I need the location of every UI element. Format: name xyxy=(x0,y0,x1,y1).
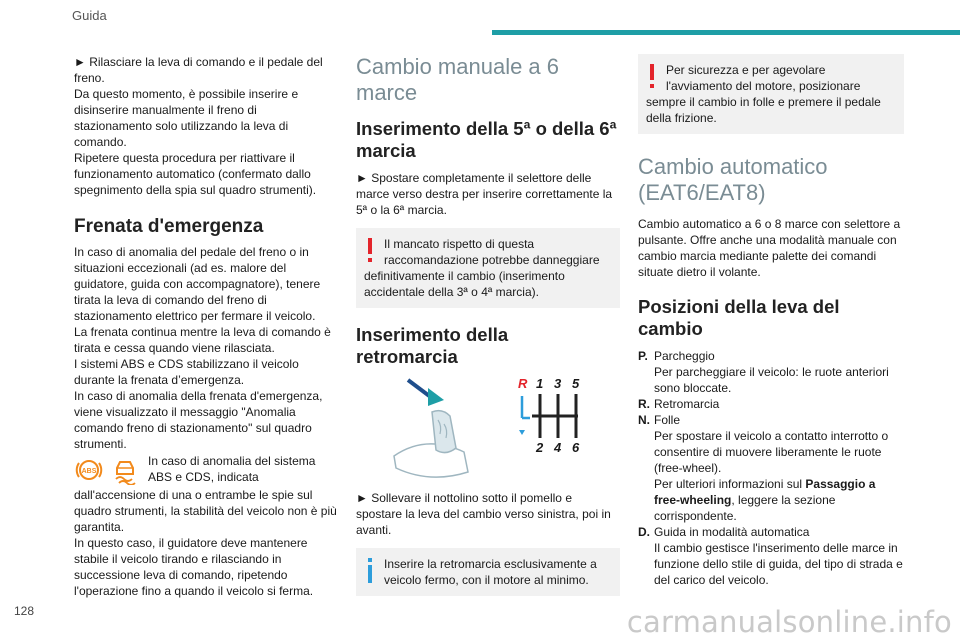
column-2 xyxy=(356,54,620,596)
paragraph: I sistemi ABS e CDS stabilizzano il veicolo durante la frenata d’emergenza. xyxy=(74,357,299,387)
header-title: Guida xyxy=(72,8,107,23)
more-text: , leggere la sezione corrispondente. xyxy=(654,493,836,523)
position-key: R. xyxy=(638,397,650,411)
stability-control-icon xyxy=(110,455,140,485)
warning-icon xyxy=(648,64,656,90)
position-key: D. xyxy=(638,525,650,539)
warning-lamps-row xyxy=(74,453,338,487)
shift-gate-lines xyxy=(518,392,588,442)
position-item-d xyxy=(638,524,904,588)
paragraph: ► Sollevare il nottolino sotto il pomello e spostare la leva del cambio verso sinistra, poi in avanti. xyxy=(356,491,611,537)
position-key: N. xyxy=(638,413,650,427)
note-text: sempre il cambio in folle e premere il pedale della frizione. xyxy=(646,95,881,125)
gear-label: 4 xyxy=(554,440,562,455)
column-3 xyxy=(638,54,904,588)
heading-cambio-automatico: Cambio automatico (EAT6/EAT8) xyxy=(638,154,828,205)
note-line: l'avviamento del motore, posizionare xyxy=(666,79,861,93)
position-name: Retromarcia xyxy=(654,397,720,411)
info-note xyxy=(356,548,620,596)
gear-label: 1 xyxy=(536,376,544,391)
warning-note xyxy=(356,228,620,308)
note-text: definitivamente il cambio (inserimento accidentale della 3ª o 4ª marcia). xyxy=(364,269,565,299)
position-name: Guida in modalità automatica xyxy=(654,525,810,539)
heading-retromarcia: Inserimento della retromarcia xyxy=(356,324,509,367)
paragraph: dall'accensione di una o entrambe le spie sul quadro strumenti, la stabilità del veicolo non è più garantita. xyxy=(74,488,337,534)
note-line: veicolo fermo, con il motore al minimo. xyxy=(384,573,589,587)
column-1 xyxy=(74,54,338,599)
paragraph: Da questo momento, è possibile inserire e disinserire manualmente il freno di stazionamento solo utilizzando la leva di comando. xyxy=(74,87,299,149)
position-key: P. xyxy=(638,349,648,363)
heading-cambio-manuale: Cambio manuale a 6 marce xyxy=(356,54,560,105)
gear-label: 2 xyxy=(536,440,544,455)
warning-icon xyxy=(366,238,374,264)
warning-note xyxy=(638,54,904,134)
position-item-p xyxy=(638,348,904,396)
info-icon xyxy=(366,558,374,584)
position-desc: Per parcheggiare il veicolo: le ruote anteriori sono bloccate. xyxy=(654,365,889,395)
paragraph: La frenata continua mentre la leva di comando è tirata e cessa quando viene rilasciata. xyxy=(74,325,331,355)
position-name: Parcheggio xyxy=(654,349,715,363)
gear-label: 6 xyxy=(572,440,580,455)
lamp-text-line1: In caso di anomalia del sistema xyxy=(148,454,316,468)
gear-label: 3 xyxy=(554,376,562,391)
paragraph: In caso di anomalia del pedale del freno o in situazioni eccezionali (ad es. malore del guidatore, guida con accompagnatore), tenere tirata la leva di comando del freno di stazionamento elettrico per fermare il veicolo. xyxy=(74,245,321,323)
heading-posizioni-leva: Posizioni della leva del cambio xyxy=(638,296,840,339)
paragraph: In questo caso, il guidatore deve mantenere stabile il veicolo tirando e rilasciando in successione leva di comando, ripetendo l'operazione fino a quando il veicolo si ferma. xyxy=(74,536,314,598)
position-desc: Per spostare il veicolo a contatto interrotto o consentire di muovere liberamente le ruote (free-wheel). xyxy=(654,429,889,475)
more-text: Per ulteriori informazioni sul xyxy=(654,477,806,491)
heading-frenata-emergenza: Frenata d'emergenza xyxy=(74,216,264,237)
position-item-r xyxy=(638,396,904,412)
gear-label: 5 xyxy=(572,376,580,391)
note-line: Inserire la retromarcia esclusivamente a xyxy=(384,557,597,571)
gear-label-r: R xyxy=(518,376,528,391)
abs-warning-icon xyxy=(74,455,104,485)
note-line: Il mancato rispetto di questa xyxy=(384,237,535,251)
abs-icon-label: ABS xyxy=(81,468,97,475)
header-accent-bar xyxy=(492,30,960,35)
more-link-text: Passaggio a free-wheeling xyxy=(654,477,876,507)
heading-inserimento-5-6: Inserimento della 5ª o della 6ª marcia xyxy=(356,118,617,161)
note-line: Per sicurezza e per agevolare xyxy=(666,63,826,77)
paragraph: ► Spostare completamente il selettore delle marce verso destra per inserire correttamente la 5ª o la 6ª marcia. xyxy=(356,171,613,217)
watermark: carmanualsonline.info xyxy=(626,605,952,639)
lamp-text-line2: ABS e CDS, indicata xyxy=(148,470,259,484)
position-more xyxy=(638,476,904,524)
paragraph: ► Rilasciare la leva di comando e il pedale del freno. xyxy=(74,55,323,85)
paragraph: Cambio automatico a 6 o 8 marce con selettore a pulsante. Offre anche una modalità manuale con cambio marcia mediante palette dei comandi situate dietro il volante. xyxy=(638,217,901,279)
position-name: Folle xyxy=(654,413,681,427)
position-item-n xyxy=(638,412,904,524)
shift-pattern xyxy=(518,376,588,456)
position-desc: Il cambio gestisce l'inserimento delle marce in funzione dello stile di guida, del tipo di strada e del carico del veicolo. xyxy=(654,541,903,587)
paragraph: Ripetere questa procedura per riattivare il funzionamento automatico (confermato dallo spegnimento della spia sul quadro strumenti). xyxy=(74,151,317,197)
paragraph: In caso di anomalia della frenata d'emergenza, viene visualizzato il messaggio "Anomalia comando freno di stazionamento" sul quadro strumenti. xyxy=(74,389,323,451)
reverse-gear-illustration xyxy=(356,372,620,484)
note-line: raccomandazione potrebbe danneggiare xyxy=(384,253,600,267)
page-number: 128 xyxy=(14,604,35,618)
